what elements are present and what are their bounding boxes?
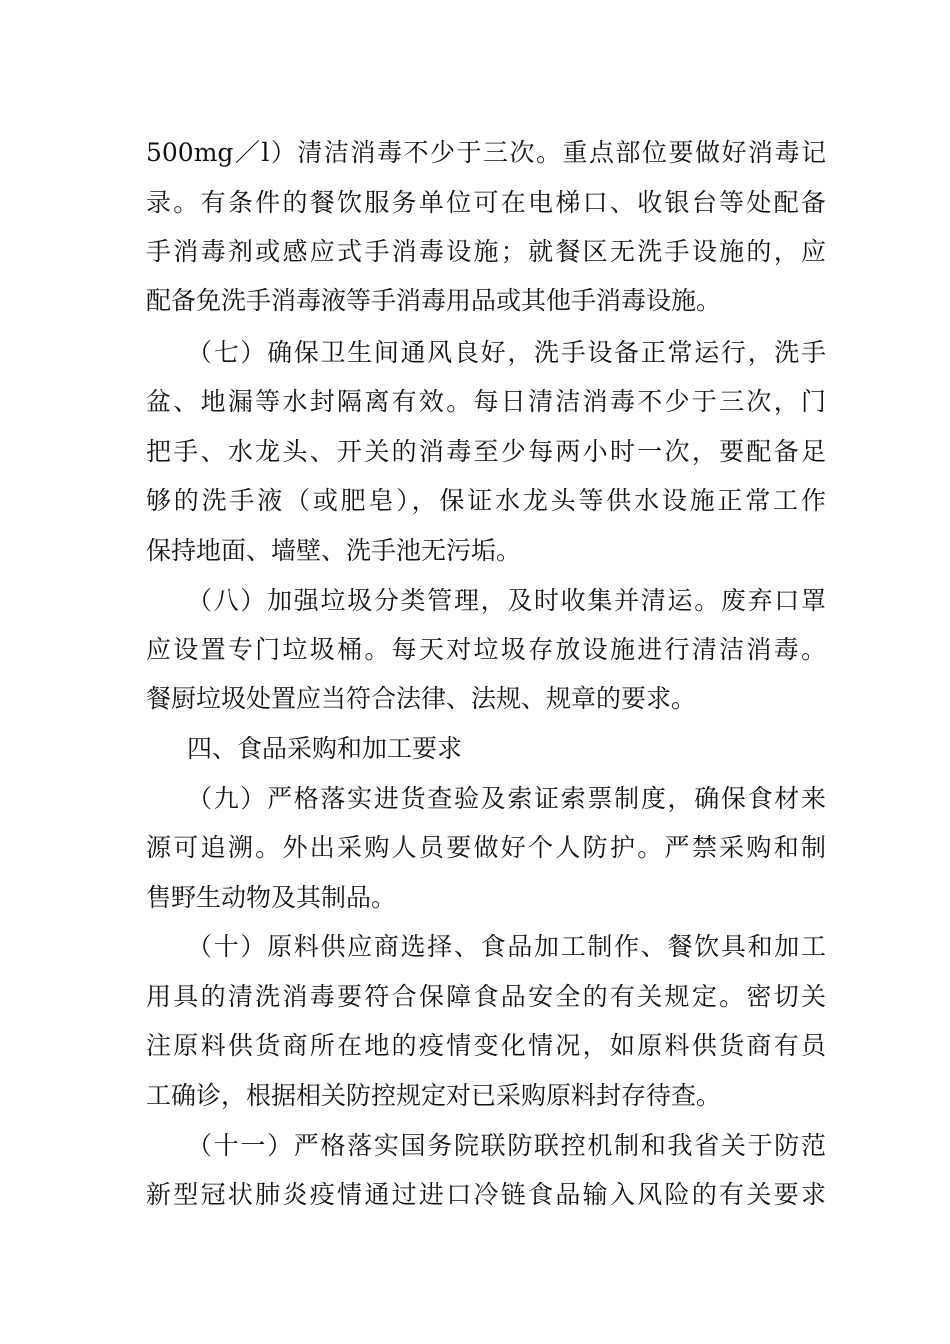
paragraph-start-line: （九）严格落实进货查验及索证索票制度，确保食材来 [187, 784, 826, 813]
text-line: 用具的清洗消毒要符合保障食品安全的有关规定。密切关 [146, 982, 826, 1011]
text-line: 够的洗手液（或肥皂），保证水龙头等供水设施正常工作 [146, 486, 826, 515]
section-heading: 四、食品采购和加工要求 [187, 734, 463, 763]
text-line: 新型冠状肺炎疫情通过进口冷链食品输入风险的有关要求 [146, 1180, 826, 1209]
paragraph-start-line: （七）确保卫生间通风良好，洗手设备正常运行，洗手 [187, 338, 826, 367]
text-line: 餐厨垃圾处置应当符合法律、法规、规章的要求。 [146, 684, 697, 713]
text-line: 工确诊，根据相关防控规定对已采购原料封存待查。 [146, 1081, 722, 1110]
paragraph-start-line: （十一）严格落实国务院联防联控机制和我省关于防范 [187, 1131, 826, 1160]
paragraph-start-line: （十）原料供应商选择、食品加工制作、餐饮具和加工 [187, 932, 826, 961]
text-line: 手消毒剂或感应式手消毒设施；就餐区无洗手设施的，应 [146, 237, 826, 266]
text-line: 配备免洗手消毒液等手消毒用品或其他手消毒设施。 [146, 286, 722, 315]
text-line: 录。有条件的餐饮服务单位可在电梯口、收银台等处配备 [146, 188, 826, 217]
text-line: 注原料供货商所在地的疫情变化情况，如原料供货商有员 [146, 1031, 826, 1060]
text-line: 500mg／l）清洁消毒不少于三次。重点部位要做好消毒记 [146, 138, 826, 167]
paragraph-start-line: （八）加强垃圾分类管理，及时收集并清运。废弃口罩 [187, 586, 826, 615]
text-line: 保持地面、墙壁、洗手池无污垢。 [146, 536, 522, 565]
text-line: 应设置专门垃圾桶。每天对垃圾存放设施进行清洁消毒。 [146, 635, 826, 664]
text-line: 售野生动物及其制品。 [146, 883, 397, 912]
text-line: 盆、地漏等水封隔离有效。每日清洁消毒不少于三次，门 [146, 387, 826, 416]
text-line: 源可追溯。外出采购人员要做好个人防护。严禁采购和制 [146, 833, 826, 862]
text-line: 把手、水龙头、开关的消毒至少每两小时一次，要配备足 [146, 437, 826, 466]
